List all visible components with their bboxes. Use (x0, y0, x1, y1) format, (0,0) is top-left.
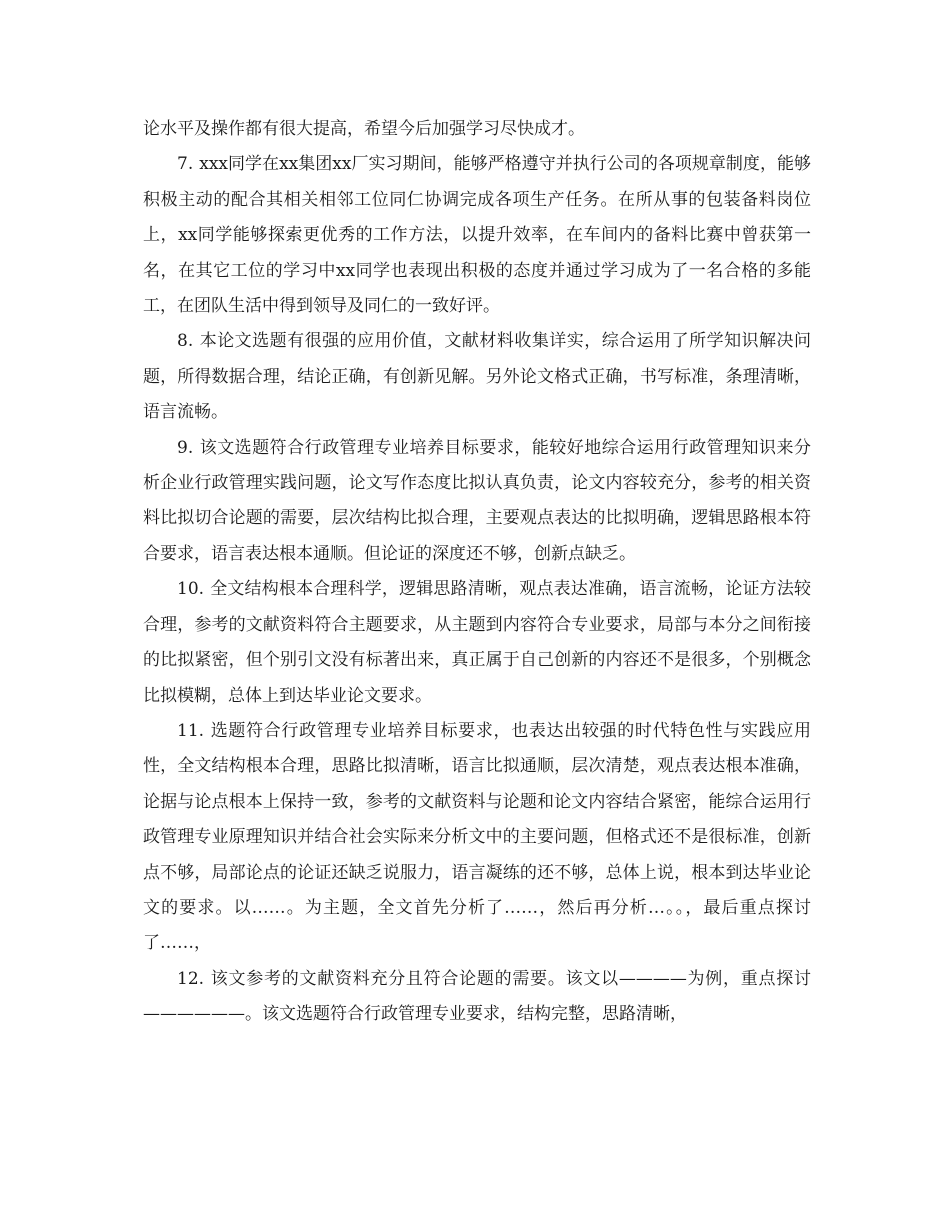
paragraph-item-11 (143, 714, 811, 962)
item-number: 9. (177, 437, 194, 458)
document-body (143, 112, 811, 1033)
paragraph-item-7 (143, 147, 811, 324)
paragraph-text: xxx同学在xx集团xx厂实习期间，能够严格遵守并执行公司的各项规章制度，能够积极主动的配合其相关相邻工位同仁协调完成各项生产任务。在所从事的包装备料岗位上，xx同学能够探索更优秀的工作方法，以提升效率，在车间内的备料比赛中曾获第一名，在其它工位的学习中xx同学也表现出积极的态度并通过学习成为了一名合格的多能工，在团队生活中得到领导及同仁的一致好评。 (143, 154, 811, 317)
paragraph-text: 论水平及操作都有很大提高，希望今后加强学习尽快成才。 (143, 119, 585, 139)
item-number: 11. (177, 720, 205, 741)
paragraph-item-10 (143, 572, 811, 714)
paragraph-item-12 (143, 962, 811, 1033)
paragraph-item-8 (143, 324, 811, 430)
item-number: 12. (177, 968, 205, 989)
item-number: 8. (177, 331, 194, 352)
paragraph-item-9 (143, 431, 811, 573)
item-number: 7. (177, 154, 194, 175)
item-number: 10. (177, 579, 205, 600)
paragraph-text: 选题符合行政管理专业培养目标要求，也表达出较强的时代特色性与实践应用性，全文结构根本合理，思路比拟清晰，语言比拟通顺，层次清楚，观点表达根本准确，论据与论点根本上保持一致，参考的文献资料与论题和论文内容结合紧密，能综合运用行政管理专业原理知识并结合社会实际来分析文中的主要问题，但格式还不是很标准，创新点不够，局部论点的论证还缺乏说服力，语言凝练的还不够，总体上说，根本到达毕业论文的要求。以……。为主题，全文首先分析了……，然后再分析…。。，最后重点探讨了……， (143, 720, 811, 954)
paragraph-continued (143, 112, 811, 147)
paragraph-text: 该文选题符合行政管理专业培养目标要求，能较好地综合运用行政管理知识来分析企业行政管理实践问题，论文写作态度比拟认真负责，论文内容较充分，参考的相关资料比拟切合论题的需要，层次结构比拟合理，主要观点表达的比拟明确，逻辑思路根本符合要求，语言表达根本通顺。但论证的深度还不够，创新点缺乏。 (143, 437, 811, 564)
paragraph-text: 该文参考的文献资料充分且符合论题的需要。该文以————为例，重点探讨——————。该文选题符合行政管理专业要求，结构完整，思路清晰， (143, 968, 811, 1025)
paragraph-text: 本论文选题有很强的应用价值，文献材料收集详实，综合运用了所学知识解决问题，所得数据合理，结论正确，有创新见解。另外论文格式正确，书写标准，条理清晰，语言流畅。 (143, 331, 811, 423)
paragraph-text: 全文结构根本合理科学，逻辑思路清晰，观点表达准确，语言流畅，论证方法较合理，参考的文献资料符合主题要求，从主题到内容符合专业要求，局部与本分之间衔接的比拟紧密，但个别引文没有标著出来，真正属于自己创新的内容还不是很多，个别概念比拟模糊，总体上到达毕业论文要求。 (143, 579, 811, 706)
